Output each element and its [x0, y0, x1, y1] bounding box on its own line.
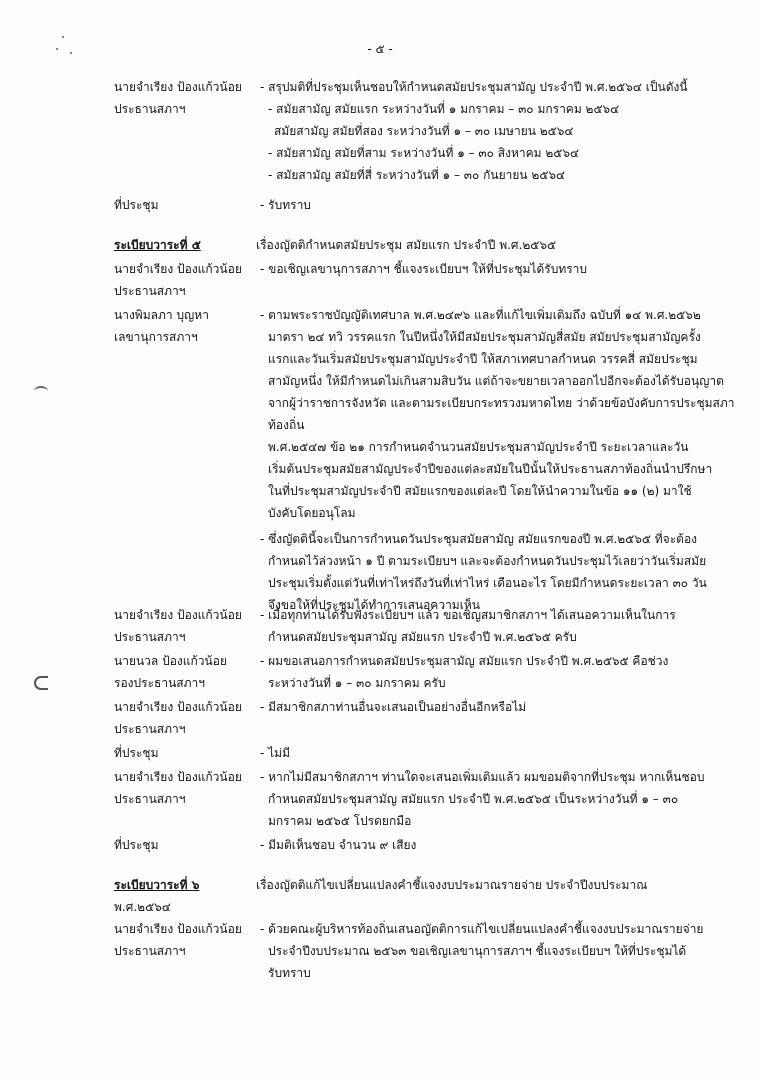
text-line: - สมัยสามัญ สมัยที่สาม ระหว่างวันที่ ๑ – ๓๐ สิงหาคม ๒๕๖๔ — [268, 146, 580, 160]
speech-text: - รับทราบ — [260, 198, 311, 212]
text-line: รับทราบ — [268, 966, 311, 980]
speaker-name: นายนวล ป้องแก้วน้อย — [114, 654, 227, 668]
agenda-number: ระเบียบวาระที่ ๕ — [114, 238, 201, 252]
text-line: - ผมขอเสนอการกำหนดสมัยประชุมสามัญ สมัยแรก ประจำปี พ.ศ.๒๕๖๕ คือช่วง — [260, 654, 669, 668]
agenda-heading — [114, 874, 738, 918]
text-line: - หากไม่มีสมาชิกสภาฯ ท่านใดจะเสนอเพิ่มเติมแล้ว ผมขอมติจากที่ประชุม หากเห็นชอบ — [260, 770, 705, 784]
speaker-label — [114, 304, 256, 348]
speaker-label: ที่ประชุม — [114, 746, 159, 760]
text-line: พ.ศ.๒๕๖๔ — [114, 900, 171, 914]
text-line: มกราคม ๒๕๖๕ โปรดยกมือ — [268, 814, 412, 828]
speech-block — [114, 604, 738, 648]
speaker-role: ประธานสภาฯ — [114, 944, 186, 958]
text-line: - สมัยสามัญ สมัยที่สี่ ระหว่างวันที่ ๑ – ๓๐ กันยายน ๒๕๖๔ — [268, 168, 566, 182]
speech-text: - มีมติเห็นชอบ จำนวน ๙ เสียง — [260, 838, 417, 852]
text-line: จึงขอให้ที่ประชุมได้ทำการเสนอความเห็น — [268, 598, 480, 612]
text-line: - ด้วยคณะผู้บริหารท้องถิ่นเสนอญัตติการแก้ไขเปลี่ยนแปลงคำชี้แจงงบประมาณรายจ่าย — [260, 922, 704, 936]
speaker-label: ที่ประชุม — [114, 838, 159, 852]
speech-text — [260, 604, 738, 648]
speech-text — [260, 650, 738, 694]
speaker-name: นายจำเรียง ป้องแก้วน้อย — [114, 922, 242, 936]
speaker-role: ประธานสภาฯ — [114, 722, 186, 736]
punch-hole-mark — [34, 676, 48, 690]
speech-block — [114, 742, 738, 764]
text-line: ประชุมเริ่มตั้งแต่วันที่เท่าไหร่ถึงวันที่เท่าไหร่ เดือนอะไร โดยมีกำหนดระยะเวลา ๓๐ วัน — [268, 576, 707, 590]
speaker-name: นายจำเรียง ป้องแก้วน้อย — [114, 262, 242, 276]
speaker-label — [114, 918, 256, 962]
text-line: - มีสมาชิกสภาท่านอื่นจะเสนอเป็นอย่างอื่นอีกหรือไม่ — [260, 700, 527, 714]
text-line: เรื่องญัตติแก้ไขเปลี่ยนแปลงคำชี้แจงงบประมาณรายจ่าย ประจำปีงบประมาณ — [256, 878, 648, 892]
text-line: บังคับโดยอนุโลม — [268, 506, 356, 520]
text-line: จากผู้ว่าราชการจังหวัด และตามระเบียบกระทรวงมหาดไทย ว่าด้วยข้อบังคับการประชุมสภาท้องถิ่น — [268, 396, 735, 432]
agenda-heading — [114, 234, 738, 256]
speaker-name: นายจำเรียง ป้องแก้วน้อย — [114, 770, 242, 784]
speaker-label — [114, 604, 256, 648]
speech-text — [260, 918, 738, 984]
text-line: ประจำปีงบประมาณ ๒๕๖๓ ขอเชิญเลขานุการสภาฯ ชี้แจงระเบียบฯ ให้ที่ประชุมได้ — [268, 944, 687, 958]
text-line: แรกและวันเริ่มสมัยประชุมสามัญประจำปี ให้สภาเทศบาลกำหนด วรรคสี่ สมัยประชุม — [268, 352, 698, 366]
text-line: พ.ศ.๒๕๔๗ ข้อ ๒๑ การกำหนดจำนวนสมัยประชุมสามัญประจำปี ระยะเวลาและวัน — [268, 440, 689, 454]
speaker-label — [114, 650, 256, 694]
text-line: กำหนดสมัยประชุมสามัญ สมัยแรก ประจำปี พ.ศ.๒๕๖๕ ครับ — [268, 630, 577, 644]
text-line: - ซึ่งญัตตินี้จะเป็นการกำหนดวันประชุมสมัยสามัญ สมัยแรกของปี พ.ศ.๒๕๖๕ ที่จะต้อง — [260, 532, 698, 546]
page-number: - ๕ - — [367, 42, 393, 56]
text-line: - ขอเชิญเลขานุการสภาฯ ชี้แจงระเบียบฯ ให้ที่ประชุมได้รับทราบ — [260, 262, 588, 276]
speaker-label — [114, 76, 256, 120]
speaker-label — [114, 258, 256, 302]
text-line: เริ่มต้นประชุมสมัยสามัญประจำปีของแต่ละสมัยในปีนั้นให้ประธานสภาท้องถิ่นนำปรึกษา — [268, 462, 713, 476]
text-line: - สมัยสามัญ สมัยแรก ระหว่างวันที่ ๑ มกราคม – ๓๐ มกราคม ๒๕๖๔ — [268, 102, 620, 116]
speaker-name: นายจำเรียง ป้องแก้วน้อย — [114, 608, 242, 622]
speech-text — [260, 766, 738, 832]
speech-text — [260, 696, 738, 718]
speaker-label: ที่ประชุม — [114, 198, 159, 212]
speaker-role: ประธานสภาฯ — [114, 284, 186, 298]
speaker-role: เลขานุการสภาฯ — [114, 330, 198, 344]
speaker-label — [114, 696, 256, 740]
speech-block — [114, 258, 738, 302]
speaker-role: รองประธานสภาฯ — [114, 676, 205, 690]
text-line: - ตามพระราชบัญญัติเทศบาล พ.ศ.๒๔๙๖ และที่แก้ไขเพิ่มเติมถึง ฉบับที่ ๑๔ พ.ศ.๒๕๖๒ — [260, 308, 701, 322]
speech-text — [260, 258, 738, 280]
speech-block — [114, 696, 738, 740]
speaker-name: นายจำเรียง ป้องแก้วน้อย — [114, 80, 242, 94]
speaker-name: นายจำเรียง ป้องแก้วน้อย — [114, 700, 242, 714]
speaker-label — [114, 766, 256, 810]
text-line: ระหว่างวันที่ ๑ – ๓๐ มกราคม ครับ — [268, 676, 446, 690]
scan-speck — [62, 36, 64, 38]
speech-block — [114, 76, 738, 186]
text-line: กำหนดสมัยประชุมสามัญ สมัยแรก ประจำปี พ.ศ.๒๕๖๕ เป็นระหว่างวันที่ ๑ – ๓๐ — [268, 792, 679, 806]
agenda-title: เรื่องญัตติกำหนดสมัยประชุม สมัยแรก ประจำปี พ.ศ.๒๕๖๕ — [256, 238, 557, 252]
text-line: ในที่ประชุมสามัญประจำปี สมัยแรกของแต่ละปี โดยให้นำความในข้อ ๑๑ (๒) มาใช้ — [268, 484, 692, 498]
text-line: - สรุปมติที่ประชุมเห็นชอบให้กำหนดสมัยประชุมสามัญ ประจำปี พ.ศ.๒๕๖๔ เป็นดังนี้ — [260, 80, 688, 94]
speech-block — [114, 766, 738, 832]
speech-block — [114, 650, 738, 694]
speaker-name: นางพิมลภา บุญหา — [114, 308, 209, 322]
speaker-role: ประธานสภาฯ — [114, 792, 186, 806]
text-line: - เมื่อทุกท่านได้รับฟังระเบียบฯ แล้ว ขอเชิญสมาชิกสภาฯ ได้เสนอความเห็นในการ — [260, 608, 676, 622]
speech-block — [114, 918, 738, 988]
text-line: สามัญหนึ่ง ให้มีกำหนดไม่เกินสามสิบวัน แต่ถ้าจะขยายเวลาออกไปอีกจะต้องได้รับอนุญาต — [268, 374, 724, 388]
speaker-role: ประธานสภาฯ — [114, 630, 186, 644]
punch-hole-mark — [34, 386, 48, 396]
speech-text — [260, 304, 738, 616]
speech-block — [114, 834, 738, 856]
speech-block — [114, 304, 738, 612]
text-line: มาตรา ๒๔ ทวิ วรรคแรก ในปีหนึ่งให้มีสมัยประชุมสามัญสี่สมัย สมัยประชุมสามัญครั้ง — [268, 330, 701, 344]
agenda-number: ระเบียบวาระที่ ๖ — [114, 878, 200, 892]
speech-text — [260, 76, 738, 186]
speech-block — [114, 194, 738, 216]
speaker-role: ประธานสภาฯ — [114, 102, 186, 116]
text-line: กำหนดไว้ล่วงหน้า ๑ ปี ตามระเบียบฯ และจะต้องกำหนดวันประชุมไว้เลยว่าวันเริ่มสมัย — [268, 554, 707, 568]
text-line: สมัยสามัญ สมัยที่สอง ระหว่างวันที่ ๑ – ๓๐ เมษายน ๒๕๖๔ — [274, 124, 574, 138]
speech-text: - ไม่มี — [260, 746, 290, 760]
